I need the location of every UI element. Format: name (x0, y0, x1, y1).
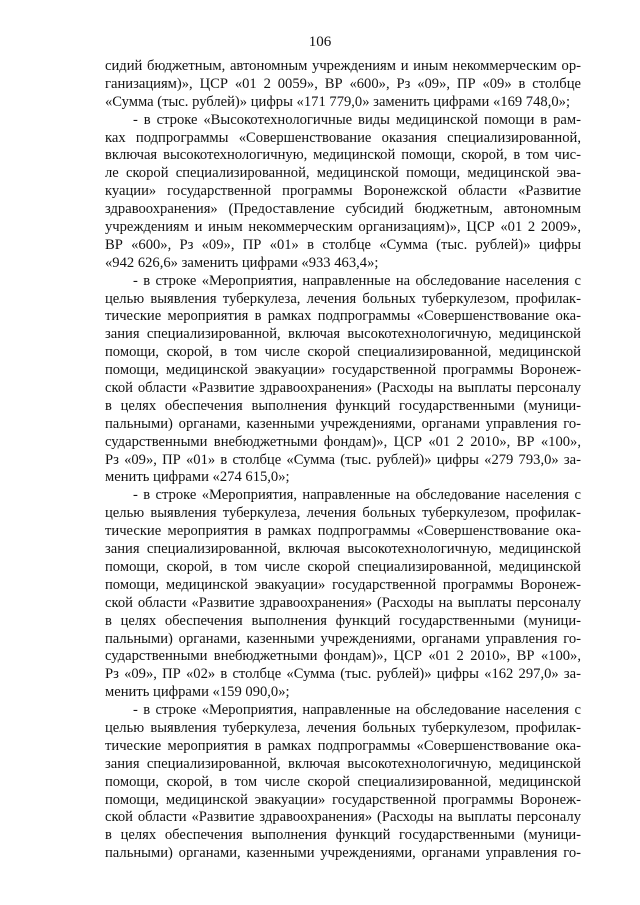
paragraph (105, 112, 581, 273)
text-line: куации» государственной программы Воронежской области «Развитие (105, 183, 581, 200)
paragraph (105, 702, 581, 863)
text-line: целью выявления туберкулеза, лечения больных туберкулезом, профилак- (105, 505, 581, 522)
text-line: сударственными внебюджетными фондам)», ЦСР «01 2 2010», ВР «100», (105, 433, 581, 450)
text-line: в целях обеспечения выполнения функций государственными (муници- (105, 612, 581, 629)
text-line: включая высокотехнологичную, медицинской помощи, скорой, в том чис- (105, 147, 581, 164)
text-line: - в строке «Мероприятия, направленные на обследование населения с (133, 702, 581, 719)
text-line: тические мероприятия в рамках подпрограммы «Совершенствование ока- (105, 523, 581, 540)
text-line: сидий бюджетным, автономным учреждениям и иным некоммерческим ор- (105, 58, 581, 74)
text-line: тические мероприятия в рамках подпрограммы «Совершенствование ока- (105, 308, 581, 325)
text-line: целью выявления туберкулеза, лечения больных туберкулезом, профилак- (105, 719, 581, 736)
text-line: помощи, медицинской эвакуации» государственной программы Воронеж- (105, 576, 581, 593)
text-line: сударственными внебюджетными фондам)», ЦСР «01 2 2010», ВР «100», (105, 648, 581, 665)
text-line: пальными) органами, казенными учреждениями, органами управления го- (105, 845, 581, 862)
text-line: пальными) органами, казенными учреждениями, органами управления го- (105, 630, 581, 647)
text-line: менить цифрами «159 090,0»; (105, 684, 290, 701)
text-line: зания специализированной, включая высокотехнологичную, медицинской (105, 541, 581, 558)
text-line: - в строке «Высокотехнологичные виды медицинской помощи в рам- (133, 111, 581, 128)
text-line: зания специализированной, включая высокотехнологичную, медицинской (105, 326, 581, 343)
text-line: зания специализированной, включая высокотехнологичную, медицинской (105, 755, 581, 772)
text-line: помощи, медицинской эвакуации» государственной программы Воронеж- (105, 362, 581, 379)
text-line: помощи, медицинской эвакуации» государственной программы Воронеж- (105, 791, 581, 808)
text-line: ганизациям)», ЦСР «01 2 0059», ВР «600», Рз «09», ПР «09» в столбце (105, 75, 581, 92)
text-line: ской области «Развитие здравоохранения» (Расходы на выплаты персоналу (105, 809, 581, 826)
paragraph (105, 58, 581, 112)
text-line: целью выявления туберкулеза, лечения больных туберкулезом, профилак- (105, 290, 581, 307)
text-line: в целях обеспечения выполнения функций государственными (муници- (105, 397, 581, 414)
paragraph (105, 487, 581, 702)
text-line: ле скорой специализированной, медицинской помощи, медицинской эва- (105, 165, 581, 182)
body-text (105, 58, 581, 863)
text-line: помощи, скорой, в том числе скорой специализированной, медицинской (105, 773, 581, 790)
text-line: тические мероприятия в рамках подпрограммы «Совершенствование ока- (105, 737, 581, 754)
text-line: помощи, скорой, в том числе скорой специализированной, медицинской (105, 558, 581, 575)
text-line: помощи, скорой, в том числе скорой специализированной, медицинской (105, 344, 581, 361)
page-number: 106 (308, 34, 332, 50)
text-line: учреждениям и иным некоммерческим организациям)», ЦСР «01 2 2009», (105, 219, 581, 236)
text-line: ВР «600», Рз «09», ПР «01» в столбце «Сумма (тыс. рублей)» цифры (105, 236, 581, 253)
text-line: «Сумма (тыс. рублей)» цифры «171 779,0» заменить цифрами «169 748,0»; (105, 93, 570, 110)
text-line: пальными) органами, казенными учреждениями, органами управления го- (105, 415, 581, 432)
text-line: ской области «Развитие здравоохранения» (Расходы на выплаты персоналу (105, 594, 581, 611)
text-line: в целях обеспечения выполнения функций государственными (муници- (105, 827, 581, 844)
text-line: «942 626,6» заменить цифрами «933 463,4»; (105, 254, 379, 271)
text-line: - в строке «Мероприятия, направленные на обследование населения с (133, 487, 581, 504)
paragraph (105, 273, 581, 488)
text-line: Рз «09», ПР «02» в столбце «Сумма (тыс. рублей)» цифры «162 297,0» за- (105, 666, 581, 683)
text-line: ской области «Развитие здравоохранения» (Расходы на выплаты персоналу (105, 380, 581, 397)
text-line: - в строке «Мероприятия, направленные на обследование населения с (133, 272, 581, 289)
text-line: здравоохранения» (Предоставление субсидий бюджетным, автономным (105, 201, 581, 218)
text-line: Рз «09», ПР «01» в столбце «Сумма (тыс. рублей)» цифры «279 793,0» за- (105, 451, 581, 468)
text-line: менить цифрами «274 615,0»; (105, 469, 290, 486)
text-line: ках подпрограммы «Совершенствование оказания специализированной, (105, 129, 581, 146)
